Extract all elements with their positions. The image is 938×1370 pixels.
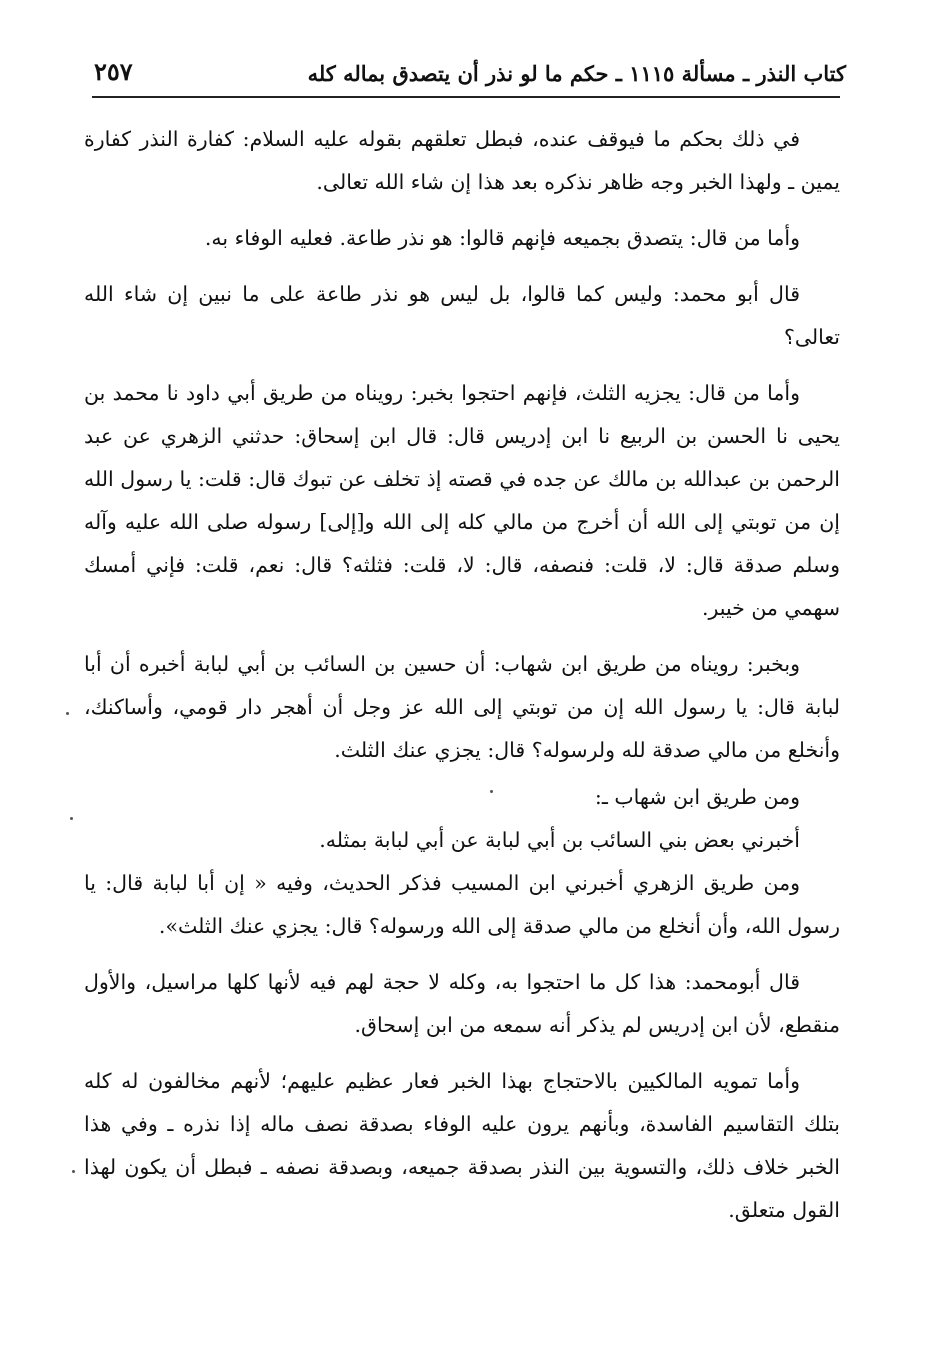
paragraph-tasadduq: وأما من قال: يتصدق بجميعه فإنهم قالوا: هو نذر طاعة. فعليه الوفاء به. [204,226,800,250]
header-title: كتاب النذر ـ مسألة ١١١٥ ـ حكم ما لو نذر أن يتصدق بماله كله [307,61,846,86]
shihab-line-2: أخبرني بعض بني السائب بن أبي لبابة عن أبي لبابة بمثله. [319,828,800,852]
scan-speck [72,1170,75,1173]
shihab-line-1: ومن طريق ابن شهاب ـ: [594,785,800,809]
paragraph-thuluth-hadith: وأما من قال: يجزيه الثلث، فإنهم احتجوا بخبر: رويناه من طريق أبي داود نا محمد بن يحيى نا الحسن بن الربيع نا ابن إدريس قال: قال ابن إسحاق: حدثني الزهري عن عبد الرحمن بن عبدالله بن مالك عن جده في قصته إذ تخلف عن تبوك قال: قلت: يا رسول الله إن من توبتي إلى الله أن أخرج من مالي كله إلى الله و[إلى] رسوله صلى الله عليه وآله وسلم صدقة قال: لا، قلت: فنصفه، قال: لا، قلت: فثلثه؟ قال: نعم، قلت: فإني أمسك سهمي من خيبر. [84,381,840,620]
body-text [84,118,840,1245]
paragraph-mursal: قال أبومحمد: هذا كل ما احتجوا به، وكله لا حجة لهم فيه لأنها كلها مراسيل، والأول منقطع، لأن ابن إدريس لم يذكر أنه سمعه من ابن إسحاق. [84,970,840,1037]
running-header [94,52,846,86]
paragraph-kaffara: في ذلك بحكم ما فيوقف عنده، فبطل تعلقهم بقوله عليه السلام: كفارة النذر كفارة يمين ـ ولهذا الخبر وجه ظاهر نذكره بعد هذا إن شاء الله تعالى. [84,127,840,194]
scan-speck [490,790,493,793]
scan-speck [66,712,69,715]
paragraph-ibn-shihab: وبخبر: رويناه من طريق ابن شهاب: أن حسين بن السائب بن أبي لبابة أخبره أن أبا لبابة قال: يا رسول الله إن من توبتي إلى الله عز وجل أن أهجر دار قومي، وأساكنك، وأنخلع من مالي صدقة لله ولرسوله؟ قال: يجزي عنك الثلث. [84,652,840,762]
header-rule [92,96,840,98]
paragraph-malikiyya: وأما تمويه المالكيين بالاحتجاج بهذا الخبر فعار عظيم عليهم؛ لأنهم مخالفون له كله بتلك التقاسيم الفاسدة، وبأنهم يرون عليه الوفاء بصدقة نصف ماله إذا نذره ـ وفي هذا الخبر خلاف ذلك، والتسوية بين النذر بصدقة جميعه، وبصدقة نصفه ـ فبطل أن يكون لهذا القول متعلق. [84,1069,840,1222]
scan-speck [70,817,73,820]
paragraph-abu-muhammad: قال أبو محمد: وليس كما قالوا، بل ليس هو نذر طاعة على ما نبين إن شاء الله تعالى؟ [84,282,840,349]
page-number: ٢٥٧ [94,57,133,86]
paragraph-zuhri: ومن طريق الزهري أخبرني ابن المسيب فذكر الحديث، وفيه « إن أبا لبابة قال: يا رسول الله، وأن أنخلع من مالي صدقة إلى الله ورسوله؟ قال: يجزي عنك الثلث». [84,871,840,938]
